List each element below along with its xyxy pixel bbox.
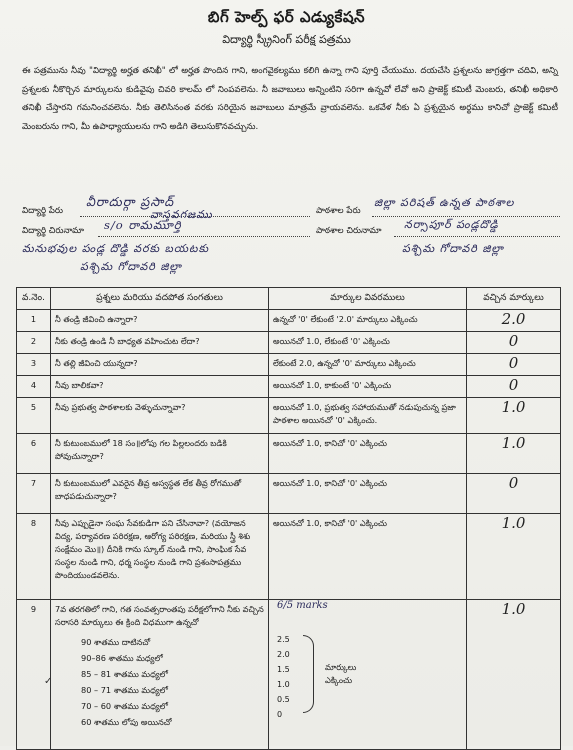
row-number: 7 — [17, 474, 51, 514]
marks-obtained[interactable]: 1.0 — [467, 514, 561, 600]
table-row — [17, 354, 561, 376]
q9-option: 80 – 71 శాతము మధ్యలో — [81, 685, 168, 695]
question-text: నీవు ఎప్పుడైనా సంఘ సేవకుడిగా పని చేసినావా? (వయోజన విద్య, పర్యావరణ పరిరక్షణ, ఆరోగ్య పరిరక్షణ, మరియు స్త్రీ శిశు సంక్షేమం మొ॥) దీనికి గాను స్కూల్ నుండి గాని, సాంఘిక సేవ సంస్థల నుండి గాని, ధర్మ సంస్థల నుండి గాని ప్రశంసాపత్రము పొందియుండవలెను. — [51, 514, 269, 600]
col-header-questions: ప్రశ్నలు మరియు వదపోత సంగతులు — [51, 288, 269, 310]
school-address-line — [394, 236, 560, 237]
q9-option: 85 – 81 శాతము మధ్యలో — [81, 669, 168, 679]
mark-details: అయినచో 1.0, కాకుంటే '0' ఎక్కించు — [269, 376, 467, 398]
table-row — [17, 514, 561, 600]
marks-obtained[interactable]: 0 — [467, 376, 561, 398]
row-number: 4 — [17, 376, 51, 398]
table-header-row — [17, 288, 561, 310]
mark-details: అయినచో 1.0, కానిచో '0' ఎక్కించు — [269, 474, 467, 514]
student-name-value: వీరాదుర్గా ప్రసాద్ — [86, 194, 175, 209]
scale-value: 0 — [277, 710, 283, 719]
question-text: నీకు తండ్రి ఉండి నీ బాధ్యత వహించుట లేదా? — [51, 332, 269, 354]
q9-option: 70 – 60 శాతము మధ్యలో — [81, 701, 168, 711]
form-title: బిగ్ హెల్ప్ ఫర్ ఎడ్యుకేషన్ — [207, 8, 366, 26]
question-text: నీ తండ్రి జీవించి ఉన్నారా? — [51, 310, 269, 332]
col-header-mark-details: మార్కుల వివరములు — [269, 288, 467, 310]
row-number: 1 — [17, 310, 51, 332]
question-9-text: 7వ తరగతిలో గాని, గత సంవత్సరాంతపు పరీక్షలోగాని నీకు వచ్చిన సరాసరి మార్కులు ఈ క్రింది విధముగా ఉన్నచో — [55, 604, 264, 627]
marks-obtained[interactable]: 1.0 — [467, 398, 561, 434]
q9-option: 60 శాతము లోపు అయినచో — [81, 717, 172, 727]
marks-obtained[interactable]: 0 — [467, 474, 561, 514]
question-text — [51, 600, 269, 750]
student-name-value-2: వాస్తవగజము — [150, 208, 213, 221]
q9-mark-scale — [273, 600, 462, 719]
scale-value: 1.5 — [277, 665, 290, 674]
row-number: 5 — [17, 398, 51, 434]
q9-option: 90–86 శాతము మధ్యలో — [81, 653, 163, 663]
table-row — [17, 310, 561, 332]
table-row — [17, 474, 561, 514]
school-address-value-2: పశ్చిమ గోదావరి జిల్లా — [402, 242, 504, 255]
school-address-value: నర్సాపూర్ పండ్లదొడ్డి — [404, 218, 499, 231]
row-number: 3 — [17, 354, 51, 376]
school-name-line — [372, 216, 560, 217]
brace-shape — [303, 635, 314, 713]
mark-details: అయినచో 1.0, ప్రభుత్వ సహాయముతో నడుపుచున్న ప్రజా పాఠశాల అయినచో '0' ఎక్కించు. — [269, 398, 467, 434]
scale-value: 2.0 — [277, 650, 290, 659]
row-number: 6 — [17, 434, 51, 474]
scale-label: మార్కులు ఎక్కించు — [325, 662, 357, 685]
school-name-value: జిల్లా పరిషత్ ఉన్నత పాఠశాల — [374, 196, 515, 209]
row-number: 2 — [17, 332, 51, 354]
student-address-value-3: పశ్చిమ గోదావరి జిల్లా — [80, 260, 182, 273]
question-text: నీ తల్లి జీవించి యున్నదా? — [51, 354, 269, 376]
scale-value: 0.5 — [277, 695, 290, 704]
mark-details: అయినచో 1.0, లేకుంటే '0' ఎక్కించు — [269, 332, 467, 354]
row-number: 9 — [17, 600, 51, 750]
student-name-label: విద్యార్థి పేరు — [22, 206, 63, 216]
scale-value: 1.0 — [277, 680, 290, 689]
marks-obtained[interactable]: 2.0 — [467, 310, 561, 332]
q9-option: 90 శాతము దాటినచో — [81, 637, 151, 647]
student-address-value: s/o రామమూర్తి — [104, 218, 182, 232]
mark-details: ఉన్నచో '0' లేకుంటే '2.0' మార్కులు ఎక్కించు — [269, 310, 467, 332]
scale-value: 2.5 — [277, 635, 290, 644]
table-row — [17, 376, 561, 398]
col-header-marks-obtained: వచ్చిన మార్కులు — [467, 288, 561, 310]
student-address-line — [98, 236, 310, 237]
question-text: నీ కుటుంబములో ఎవరైన తీవ్ర అస్వస్థత లేక తీవ్ర రోగముతో బాధపడుచున్నారా? — [51, 474, 269, 514]
row-number: 8 — [17, 514, 51, 600]
marks-obtained[interactable]: 1.0 — [467, 434, 561, 474]
form-subtitle: విద్యార్థి స్క్రీనింగ్ పరీక్ష పత్రము — [222, 33, 351, 46]
checkmark-icon: ✓ — [44, 676, 53, 687]
school-name-label: పాఠశాల పేరు — [316, 206, 361, 216]
table-row — [17, 434, 561, 474]
screening-table — [16, 287, 561, 750]
mark-details: అయినచో 1.0, కానిచో '0' ఎక్కించు — [269, 434, 467, 474]
handwritten-note: 6/5 marks — [277, 600, 328, 611]
table-row — [17, 600, 561, 750]
question-text: నీ కుటుంబములో 18 సం॥లోపు గల పిల్లలందరు బడికి పోవుచున్నారా? — [51, 434, 269, 474]
student-address-value-2: మనుభవుల పండ్ల దొడ్డి వరకు బయటకు — [22, 242, 210, 255]
marks-obtained[interactable]: 1.0 — [467, 600, 561, 750]
mark-details: లేకుంటే 2.0, ఉన్నచో '0' మార్కులు ఎక్కించు — [269, 354, 467, 376]
school-address-label: పాఠశాల చిరునామా — [316, 226, 382, 236]
mark-details: అయినచో 1.0, కానిచో '0' ఎక్కించు — [269, 514, 467, 600]
question-text: నీవు బాలికవా? — [51, 376, 269, 398]
table-row — [17, 398, 561, 434]
question-text: నీవు ప్రభుత్వ పాఠశాలకు వెళ్ళుచున్నావా? — [51, 398, 269, 434]
student-address-label: విద్యార్థి చిరునామా — [22, 226, 84, 236]
q9-option-list — [81, 634, 264, 730]
instructions-paragraph: ఈ పత్రమును నీవు "విద్యార్థి అర్హత తనిఖీ" లో అర్హత పొందిన గాని, అంగవైకల్యము కలిగి ఉన్నా గాని పూర్తి చేయుము. దయచేసి ప్రశ్నలను జాగ్రత్తగా చదివి, అన్ని ప్రశ్నలకు నీకొర్చిన మార్కులను కుడివైపు చివరి కాలమ్ లో నింపవలెను. నీ జవాబులు అన్నింటిని సరిగా ఉన్నవో లేవో అని ప్రాజెక్ట్ కమిటీ మెంబరు, తనిఖీ అధికారి తనిఖీ చేస్తారని గమనించవలెను. నీకు తెలిసినంత వరకు సరియైన జవాబులు మాత్రమే వ్రాయవలెను. ఒకవేళ నీకు ఏ ప్రశ్నయైన అర్థము కానిచో ప్రాజెక్ట్ కమిటీ మెంబరును గాని, మీ ఉపాధ్యాయులను గాని అడిగి తెలుసుకొనవచ్చును. — [22, 66, 558, 132]
mark-details — [269, 600, 467, 750]
col-header-serial: వ.నెం. — [17, 288, 51, 310]
table-row — [17, 332, 561, 354]
marks-obtained[interactable]: 0 — [467, 354, 561, 376]
marks-obtained[interactable]: 0 — [467, 332, 561, 354]
